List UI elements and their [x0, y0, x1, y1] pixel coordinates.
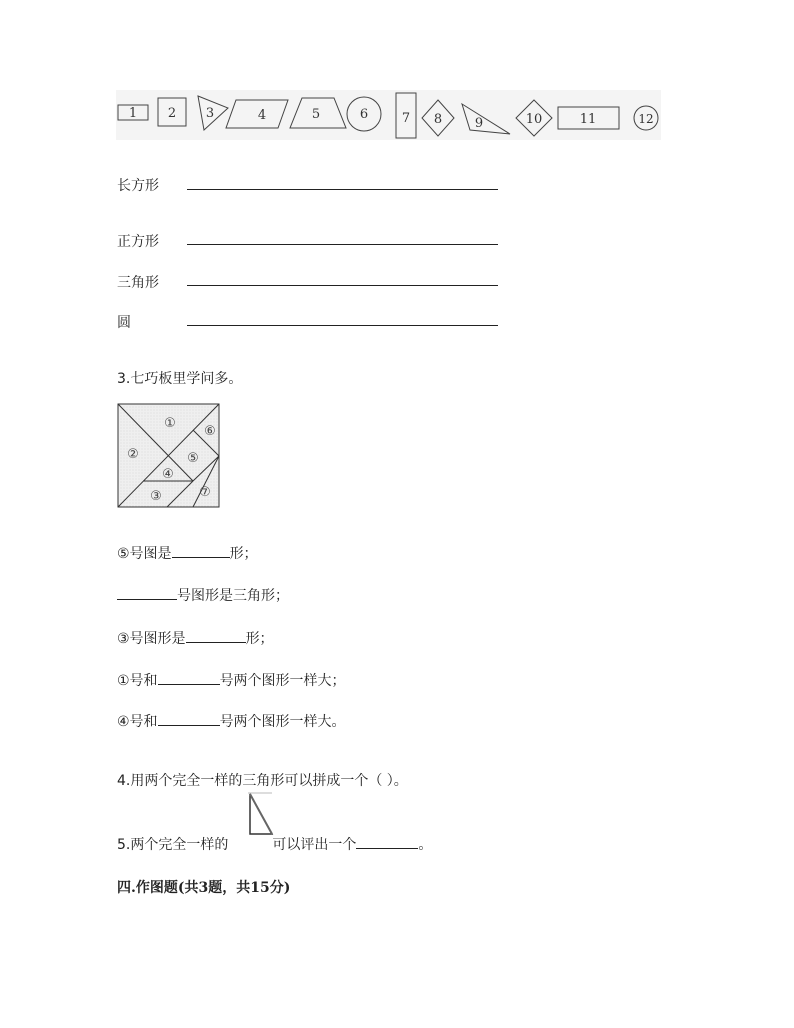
q3-line-4 — [117, 670, 346, 690]
shapes-figure — [116, 90, 661, 140]
tangram-label: ① — [164, 416, 176, 431]
q3-line-5 — [117, 711, 346, 731]
q3-blank-4[interactable] — [158, 670, 220, 685]
shape-label: 7 — [401, 111, 411, 126]
q3-line-3-pre: ③号图形是 — [117, 631, 186, 647]
row-label-triangle: 三角形 — [117, 275, 159, 291]
q3-line-5-pre: ④号和 — [117, 714, 158, 730]
tangram-label: ⑥ — [204, 424, 216, 439]
q3-blank-2[interactable] — [117, 585, 177, 600]
q3-line-2-post: 号图形是三角形； — [177, 588, 289, 604]
shape-label: 2 — [167, 106, 177, 121]
shape-label: 4 — [257, 108, 267, 123]
row-label-circle: 圆 — [117, 315, 131, 331]
shape-label: 5 — [311, 107, 321, 122]
q3-line-5-post: 号两个图形一样大。 — [219, 714, 346, 730]
q5-post: 可以评出一个 — [272, 837, 357, 853]
row-label-square: 正方形 — [117, 234, 159, 250]
shapes-strip — [116, 90, 661, 140]
shape-label: 3 — [205, 106, 215, 121]
tangram-label: ② — [127, 447, 139, 462]
tangram-label: ⑤ — [187, 451, 199, 466]
shape-label: 1 — [128, 106, 138, 121]
q3-blank-1[interactable] — [172, 543, 230, 558]
q3-line-3-post: 形； — [245, 631, 274, 647]
shape-9-triangle — [462, 104, 510, 134]
q3-line-2 — [117, 585, 289, 605]
right-triangle-figure — [246, 790, 276, 836]
shape-label: 11 — [579, 112, 597, 127]
answer-line-square[interactable] — [187, 244, 498, 245]
q5-line — [117, 834, 432, 854]
shape-label: 9 — [474, 116, 484, 131]
q3-blank-5[interactable] — [158, 711, 220, 726]
answer-line-circle[interactable] — [187, 325, 498, 326]
q5-blank[interactable] — [356, 834, 418, 849]
row-label-rectangle: 长方形 — [117, 178, 159, 194]
q3-line-4-pre: ①号和 — [117, 673, 158, 689]
q3-line-1-post: 形； — [229, 546, 258, 562]
answer-line-rectangle[interactable] — [187, 189, 498, 190]
q3-line-1 — [117, 543, 258, 563]
shape-label: 6 — [359, 107, 369, 122]
q3-line-1-pre: ⑤号图是 — [117, 546, 172, 562]
q5-end: 。 — [418, 837, 433, 853]
shape-label: 8 — [433, 112, 443, 127]
q3-title: 3.七巧板里学问多。 — [117, 371, 243, 387]
tangram-label: ⑦ — [199, 485, 211, 500]
answer-line-triangle[interactable] — [187, 285, 498, 286]
q5-pre: 5.两个完全一样的 — [117, 837, 229, 853]
q4-text: 4.用两个完全一样的三角形可以拼成一个（ ）。 — [117, 773, 408, 789]
tangram-figure — [117, 403, 221, 509]
q3-blank-3[interactable] — [186, 628, 246, 643]
section-heading: 四.作图题(共3题，共15分) — [117, 880, 291, 896]
tangram-label: ④ — [162, 467, 174, 482]
tangram-label: ③ — [150, 489, 162, 504]
shape-label: 12 — [638, 112, 654, 126]
q3-line-4-post: 号两个图形一样大； — [219, 673, 346, 689]
shape-label: 10 — [525, 112, 543, 127]
q3-line-3 — [117, 628, 274, 648]
